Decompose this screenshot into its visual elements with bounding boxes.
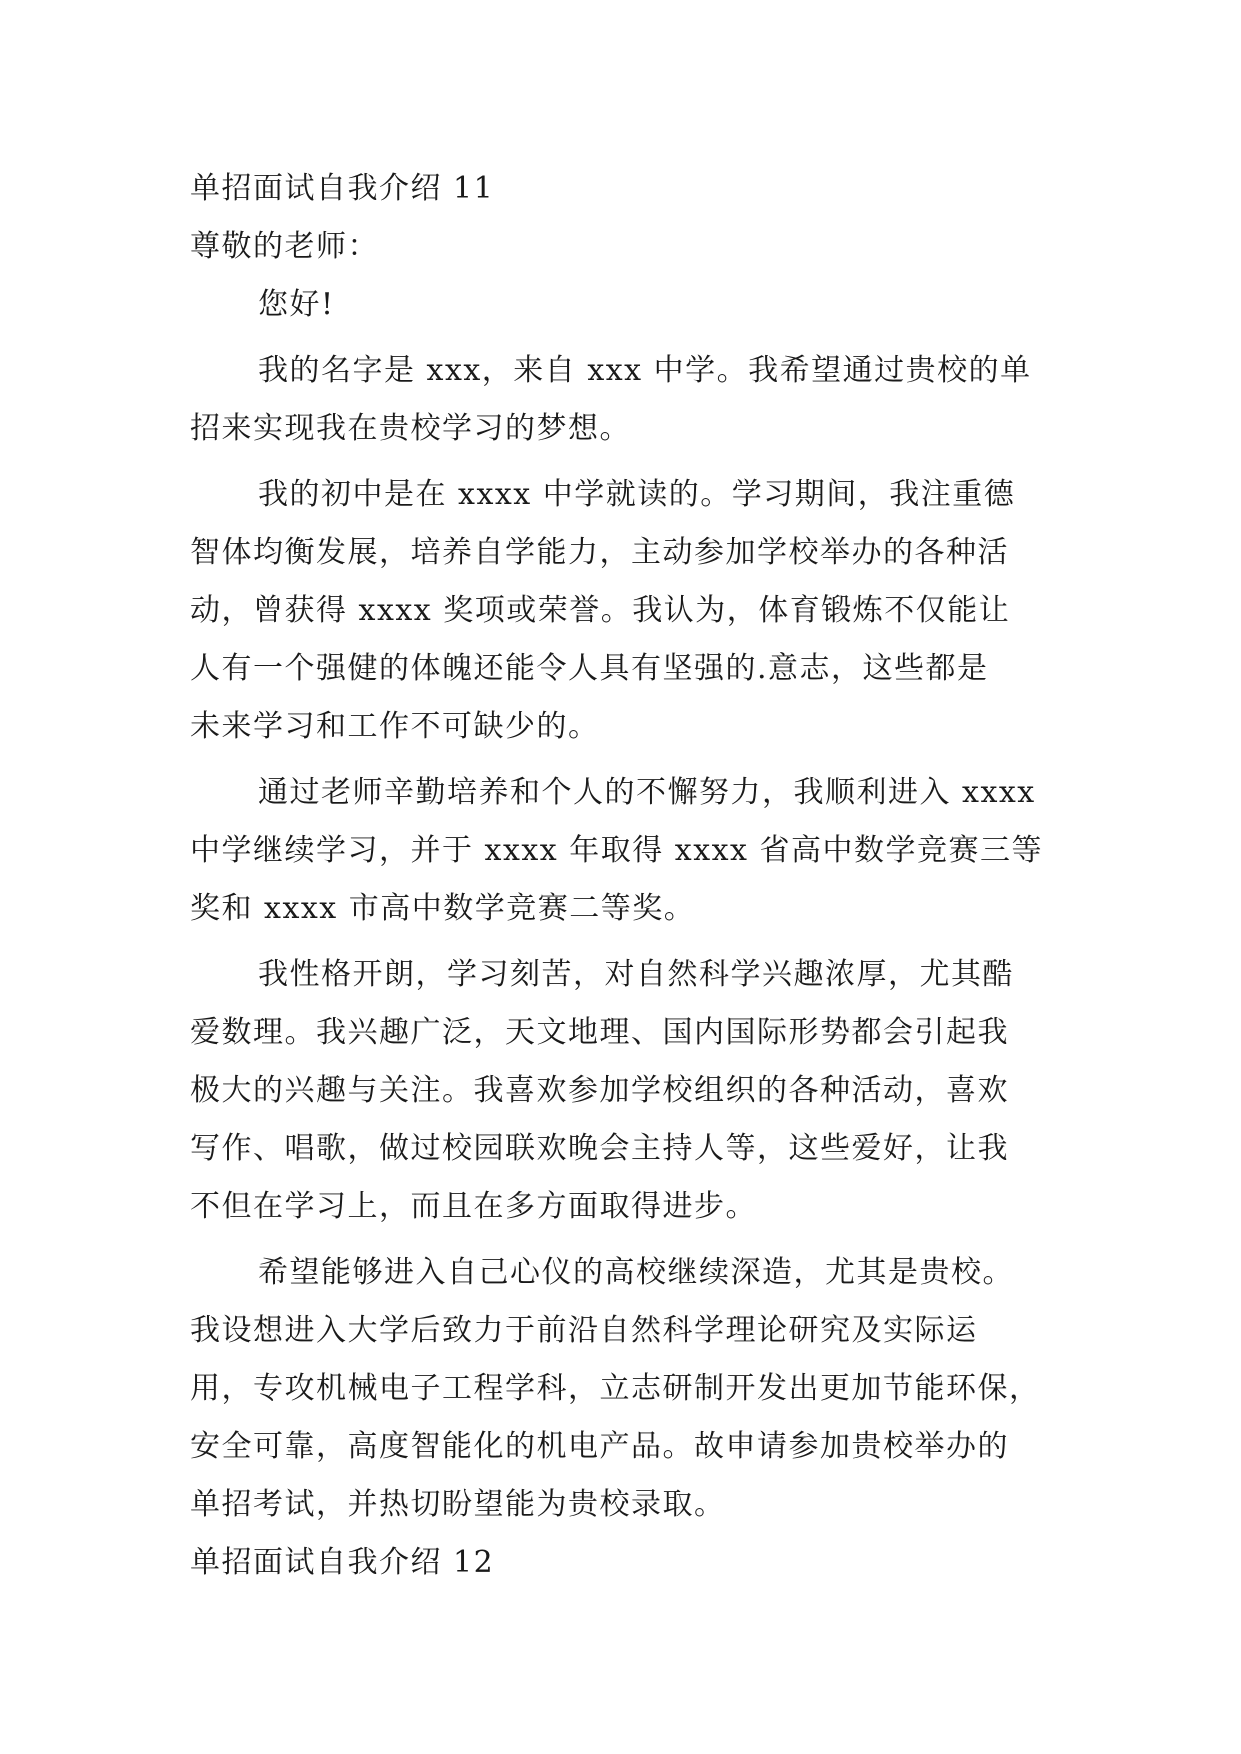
paragraph-line: 极大的兴趣与关注。我喜欢参加学校组织的各种活动，喜欢 — [190, 1073, 1009, 1108]
paragraph-line: 单招考试，并热切盼望能为贵校录取。 — [190, 1487, 726, 1522]
paragraph-line: 爱数理。我兴趣广泛，天文地理、国内国际形势都会引起我 — [190, 1015, 1009, 1050]
paragraph-line: 用，专攻机械电子工程学科，立志研制开发出更加节能环保， — [190, 1371, 1041, 1406]
salutation: 尊敬的老师： — [190, 229, 379, 264]
paragraph-line: 未来学习和工作不可缺少的。 — [190, 709, 600, 744]
paragraph-line: 智体均衡发展，培养自学能力，主动参加学校举办的各种活 — [190, 535, 1009, 570]
paragraph — [190, 764, 1056, 938]
section-heading: 单招面试自我介绍 12 — [190, 1545, 495, 1580]
paragraph — [190, 946, 1056, 1236]
paragraph-line: 希望能够进入自己心仪的高校继续深造，尤其是贵校。 — [258, 1255, 1014, 1290]
paragraph-line: 我设想进入大学后致力于前沿自然科学理论研究及实际运 — [190, 1313, 978, 1348]
paragraph-line: 写作、唱歌，做过校园联欢晚会主持人等，这些爱好，让我 — [190, 1131, 1009, 1166]
paragraph-line: 我性格开朗，学习刻苦，对自然科学兴趣浓厚，尤其酷 — [258, 957, 1014, 992]
paragraph-line: 动，曾获得 xxxx 奖项或荣誉。我认为，体育锻炼不仅能让 — [190, 593, 1011, 628]
section-heading: 单招面试自我介绍 11 — [190, 171, 495, 206]
greeting: 您好! — [258, 287, 335, 322]
paragraph-line: 人有一个强健的体魄还能令人具有坚强的.意志，这些都是 — [190, 651, 989, 686]
paragraph-line: 不但在学习上，而且在多方面取得进步。 — [190, 1189, 757, 1224]
paragraph — [190, 466, 1056, 756]
paragraph — [190, 1244, 1056, 1534]
paragraph-line: 我的初中是在 xxxx 中学就读的。学习期间，我注重德 — [258, 477, 1016, 512]
paragraph-line: 安全可靠，高度智能化的机电产品。故申请参加贵校举办的 — [190, 1429, 1009, 1464]
document-body — [190, 160, 1056, 1592]
paragraph-line: 奖和 xxxx 市高中数学竞赛二等奖。 — [190, 891, 696, 926]
paragraph-line: 我的名字是 xxx，来自 xxx 中学。我希望通过贵校的单 — [258, 353, 1032, 388]
paragraph-line: 通过老师辛勤培养和个人的不懈努力，我顺利进入 xxxx — [258, 775, 1036, 810]
paragraph-line: 招来实现我在贵校学习的梦想。 — [190, 411, 631, 446]
paragraph — [190, 342, 1056, 458]
paragraph-line: 中学继续学习，并于 xxxx 年取得 xxxx 省高中数学竞赛三等 — [190, 833, 1043, 868]
